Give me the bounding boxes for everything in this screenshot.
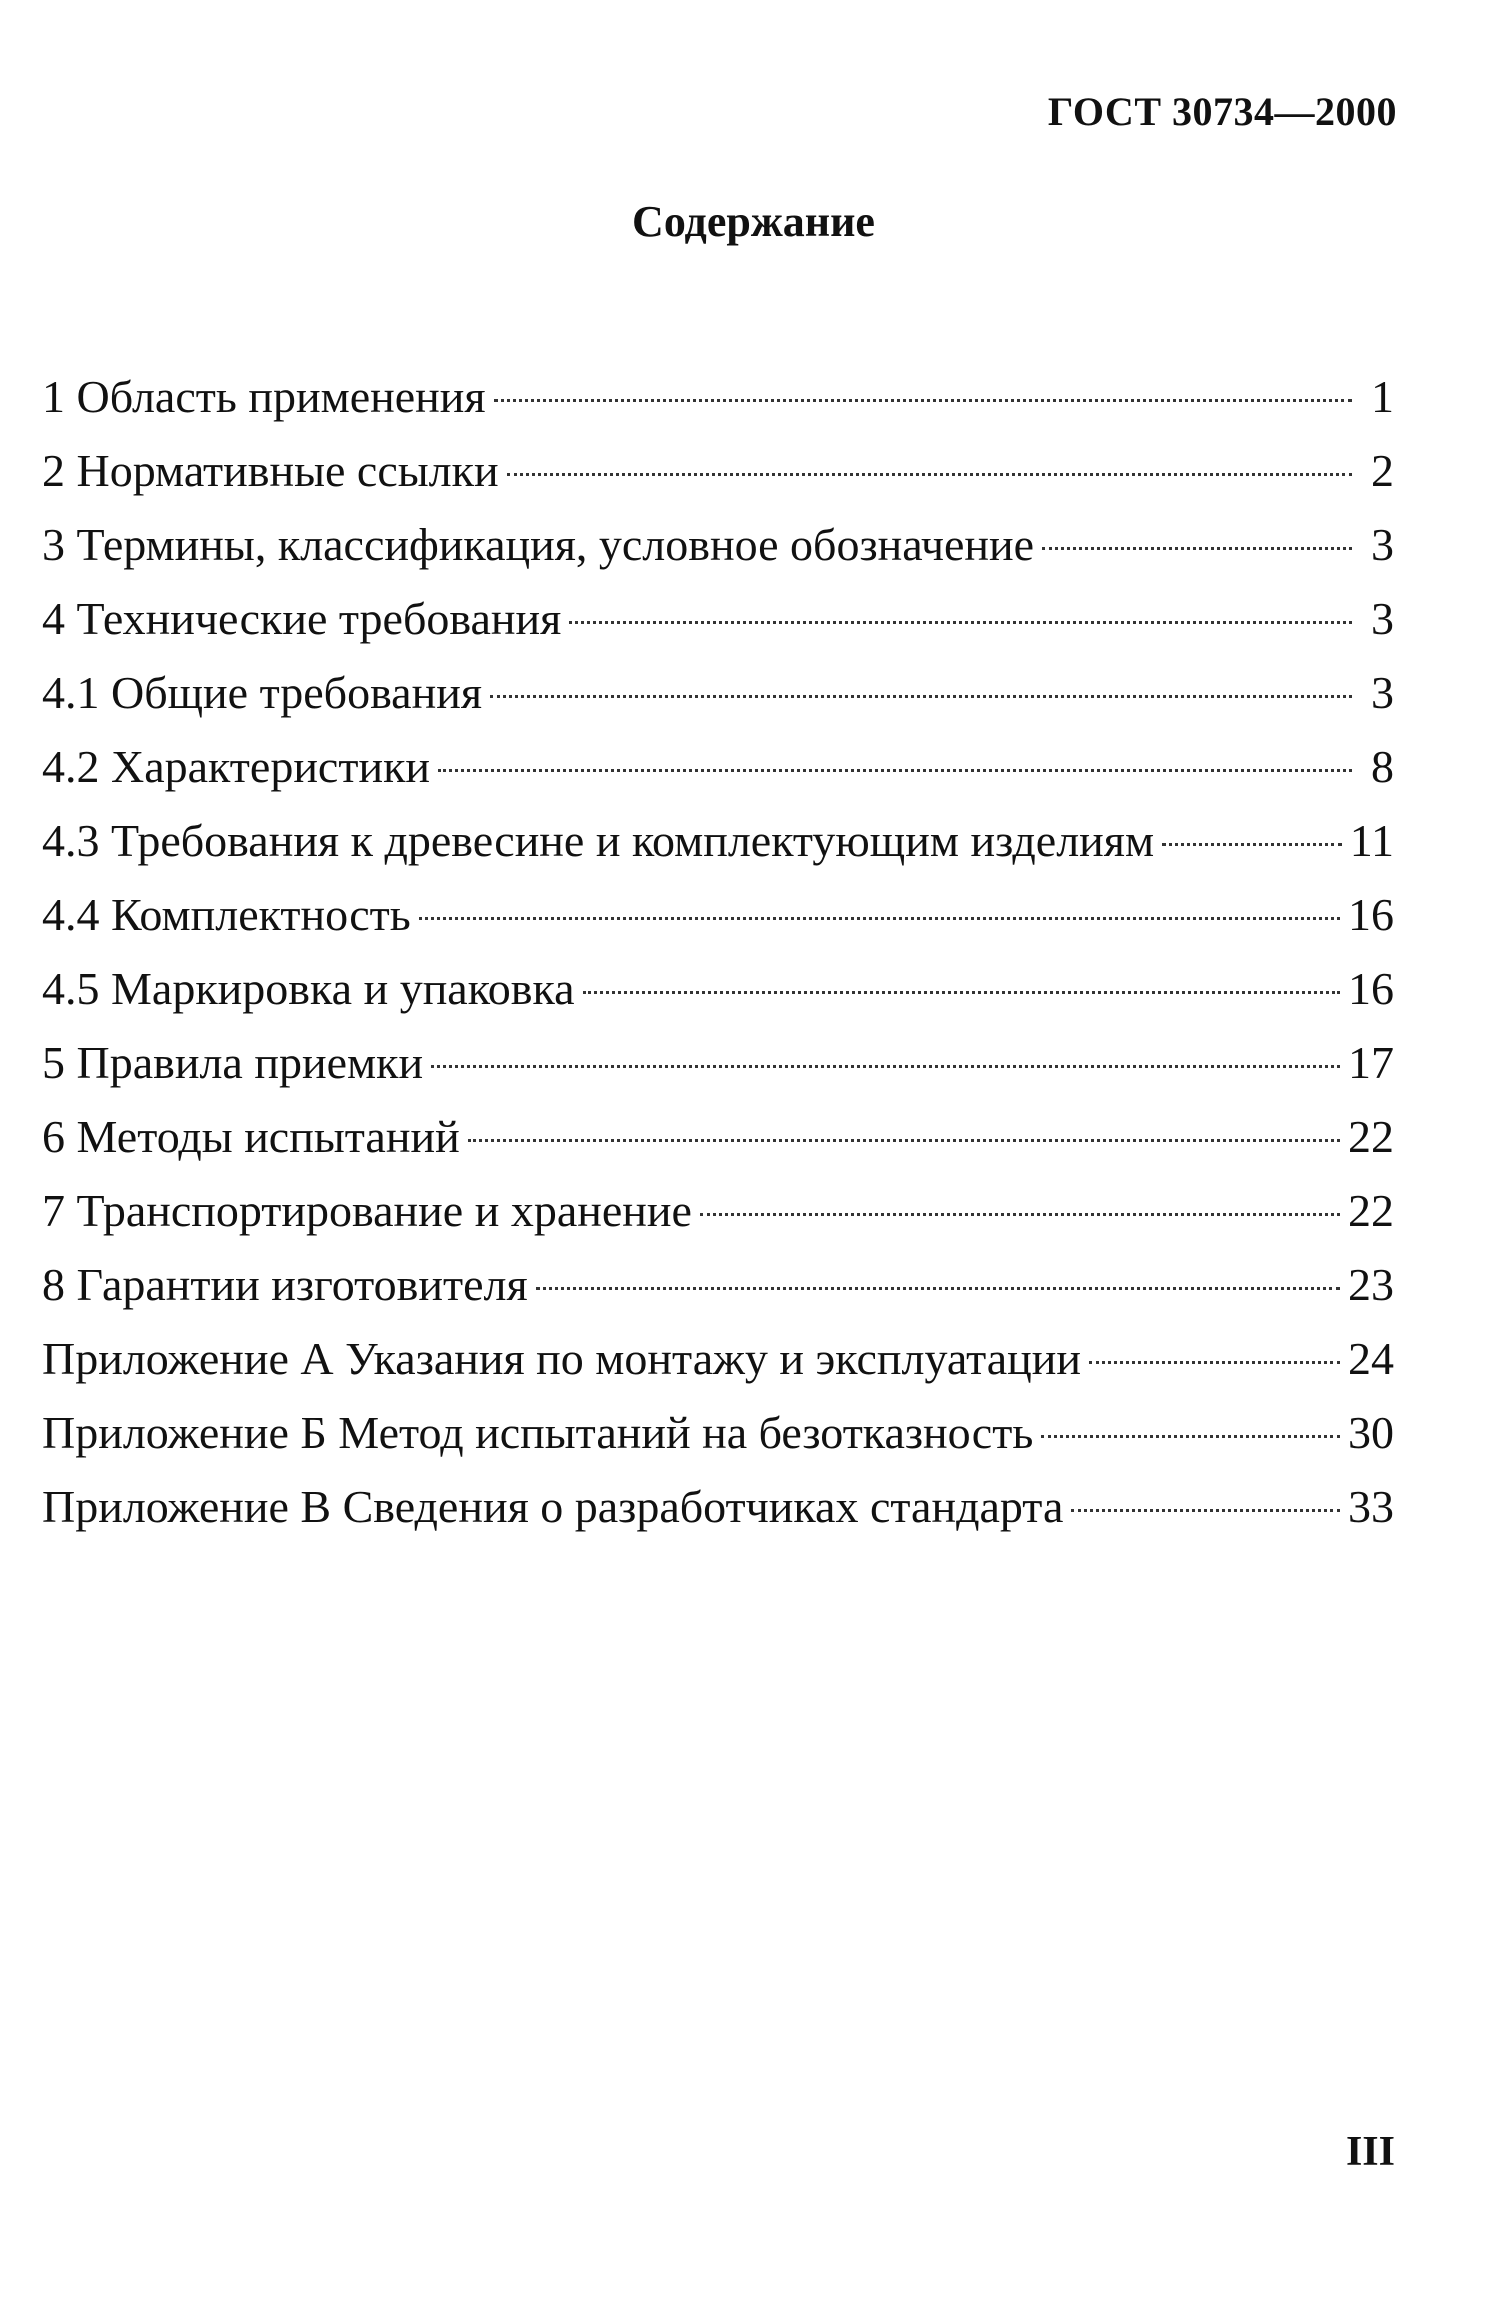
toc-entry-title: 5 Правила приемки	[42, 1037, 424, 1088]
dot-leader	[1041, 1435, 1340, 1438]
toc-entry-page: 17	[1348, 1037, 1394, 1088]
toc-entry-title: 7 Транспортирование и хранение	[42, 1185, 692, 1236]
dot-leader	[1162, 843, 1342, 846]
toc-entry[interactable]	[42, 1322, 1394, 1396]
toc-entry[interactable]	[42, 360, 1394, 434]
toc-entry-title: 3 Термины, классификация, условное обозначение	[42, 519, 1035, 570]
toc-entry-page: 30	[1348, 1407, 1394, 1458]
dot-leader	[494, 399, 1352, 402]
toc-entry-title: 2 Нормативные ссылки	[42, 445, 499, 496]
toc-entry-page: 3	[1371, 593, 1394, 644]
toc-entry[interactable]	[42, 1026, 1394, 1100]
toc-entry-title: 4.3 Требования к древесине и комплектующим изделиям	[42, 815, 1155, 866]
dot-leader	[490, 695, 1352, 698]
toc-entry-page: 11	[1349, 815, 1394, 866]
document-code: ГОСТ 30734—2000	[1047, 89, 1397, 134]
toc-entry[interactable]	[42, 1396, 1394, 1470]
toc-entry-title: Приложение В Сведения о разработчиках стандарта	[42, 1481, 1064, 1532]
toc-entry[interactable]	[42, 434, 1394, 508]
dot-leader	[583, 991, 1340, 994]
toc-entry-page: 16	[1348, 889, 1394, 940]
toc-entry-page: 33	[1348, 1481, 1394, 1532]
toc-entry-page: 8	[1371, 741, 1394, 792]
dot-leader	[700, 1213, 1340, 1216]
dot-leader	[1071, 1509, 1340, 1512]
dot-leader	[569, 621, 1352, 624]
toc-entry-title: Приложение А Указания по монтажу и эксплуатации	[42, 1333, 1081, 1384]
toc-entry[interactable]	[42, 1174, 1394, 1248]
dot-leader	[431, 1065, 1340, 1068]
toc-entry-title: 4.1 Общие требования	[42, 667, 482, 718]
toc-entry[interactable]	[42, 1470, 1394, 1544]
page-number: III	[1345, 2129, 1395, 2175]
toc-entry[interactable]	[42, 508, 1394, 582]
toc-entry-title: 8 Гарантии изготовителя	[42, 1259, 528, 1310]
toc-entry-page: 23	[1348, 1259, 1394, 1310]
toc-entry[interactable]	[42, 804, 1394, 878]
dot-leader	[1089, 1361, 1340, 1364]
toc-entry-page: 3	[1371, 667, 1394, 718]
toc-entry-title: 6 Методы испытаний	[42, 1111, 460, 1162]
toc-entry-page: 22	[1348, 1111, 1394, 1162]
toc-entry-title: 1 Область применения	[42, 371, 486, 422]
toc-title: Содержание	[632, 197, 875, 246]
toc-entry-title: 4.5 Маркировка и упаковка	[42, 963, 575, 1014]
toc-entry-title: 4.2 Характеристики	[42, 741, 431, 792]
toc-entry[interactable]	[42, 1100, 1394, 1174]
toc-entry[interactable]	[42, 730, 1394, 804]
toc-entry-page: 2	[1371, 445, 1394, 496]
toc-list	[42, 360, 1394, 1544]
dot-leader	[507, 473, 1352, 476]
toc-entry-page: 24	[1348, 1333, 1394, 1384]
dot-leader	[468, 1139, 1340, 1142]
toc-entry-title: 4.4 Комплектность	[42, 889, 411, 940]
toc-entry-page: 3	[1371, 519, 1394, 570]
toc-entry-page: 16	[1348, 963, 1394, 1014]
toc-entry-page: 1	[1371, 371, 1394, 422]
toc-entry[interactable]	[42, 656, 1394, 730]
toc-entry-title: 4 Технические требования	[42, 593, 562, 644]
dot-leader	[536, 1287, 1340, 1290]
dot-leader	[438, 769, 1352, 772]
dot-leader	[1042, 547, 1352, 550]
toc-entry-page: 22	[1348, 1185, 1394, 1236]
toc-entry[interactable]	[42, 952, 1394, 1026]
dot-leader	[419, 917, 1340, 920]
toc-entry-title: Приложение Б Метод испытаний на безотказность	[42, 1407, 1034, 1458]
toc-entry[interactable]	[42, 878, 1394, 952]
toc-entry[interactable]	[42, 1248, 1394, 1322]
toc-entry[interactable]	[42, 582, 1394, 656]
